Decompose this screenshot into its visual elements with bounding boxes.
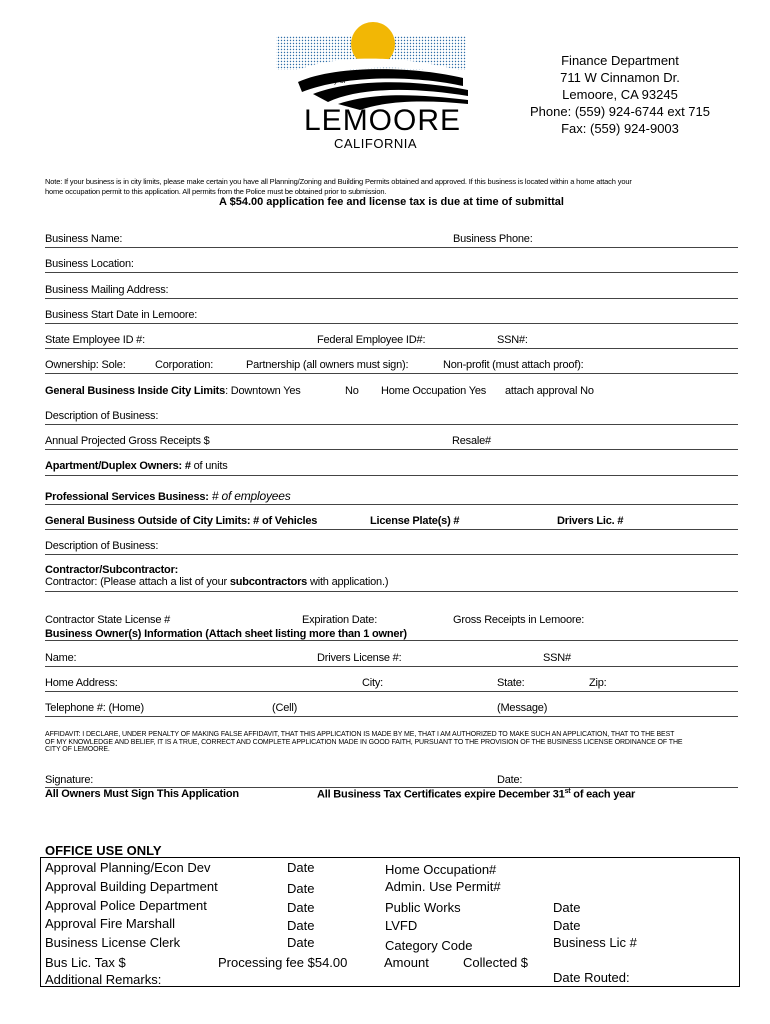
office-row bbox=[45, 898, 207, 913]
drivers-license-label: Drivers License #: bbox=[317, 652, 402, 664]
state-label: State: bbox=[497, 677, 525, 689]
contractor-line[interactable] bbox=[45, 591, 738, 592]
logo-graphic bbox=[268, 12, 478, 112]
general-inside-row bbox=[45, 385, 301, 397]
office-row bbox=[45, 879, 218, 894]
expiry-sup: st bbox=[564, 788, 571, 795]
apartment-label: Apartment/Duplex Owners: # bbox=[45, 460, 191, 472]
logo-state: CALIFORNIA bbox=[334, 136, 418, 151]
address-street: 711 W Cinnamon Dr. bbox=[560, 70, 680, 85]
affidavit-line2: OF MY KNOWLEDGE AND BELIEF, IT IS A TRUE, CORRECT AND COMPLETE APPLICATION MADE IN GOOD FAITH, PURSUANT TO THE PROVISION OF THE BUSINESS LICENSE ORDINANCE OF THE bbox=[45, 738, 683, 746]
description-1-line[interactable] bbox=[45, 424, 738, 425]
office-row-date: Date bbox=[287, 918, 315, 933]
ids-line[interactable] bbox=[45, 348, 738, 349]
office-row-date2: Business Lic # bbox=[553, 935, 637, 950]
contractor-prefix: Contractor: ( bbox=[45, 576, 104, 588]
mailing-address-label: Business Mailing Address: bbox=[45, 284, 169, 296]
additional-remarks-label: Additional Remarks: bbox=[45, 972, 162, 987]
expiry-post: of each year bbox=[570, 788, 636, 801]
city-label: City: bbox=[362, 677, 384, 689]
professional-line[interactable] bbox=[45, 504, 738, 505]
home-address-label: Home Address: bbox=[45, 677, 118, 689]
note-line1: Note: If your business is in city limits, please make certain you have all Planning/Zoning and Building Permits obtained and approved. If this business is located within a home attach your bbox=[45, 177, 632, 186]
contractor-instructions bbox=[45, 576, 388, 588]
office-title: OFFICE USE ONLY bbox=[45, 843, 162, 858]
general-inside-downtown: : Downtown Yes bbox=[225, 385, 301, 397]
office-row-field: Home Occupation# bbox=[385, 862, 497, 877]
address-dept: Finance Department bbox=[561, 53, 679, 68]
office-approval-label: Approval Fire Marshall bbox=[45, 916, 176, 931]
office-row-date2: Date bbox=[553, 900, 581, 915]
office-row-field: Admin. Use Permit# bbox=[385, 879, 501, 894]
amount-label: Amount bbox=[384, 955, 429, 970]
office-row-field: Public Works bbox=[385, 900, 461, 915]
general-inside-label: General Business Inside City Limits bbox=[45, 385, 226, 397]
address-fax: Fax: (559) 924-9003 bbox=[561, 121, 679, 136]
contractor-please: Please attach a list of your bbox=[103, 576, 230, 588]
start-date-label: Business Start Date in Lemoore: bbox=[45, 309, 198, 321]
telephone-label: Telephone #: (Home) bbox=[45, 702, 144, 714]
contractor-license-line[interactable] bbox=[45, 640, 738, 641]
attach-approval-label: attach approval No bbox=[505, 385, 594, 397]
corporation-label: Corporation: bbox=[155, 359, 214, 371]
signature-label: Signature: bbox=[45, 774, 94, 786]
business-phone-label: Business Phone: bbox=[453, 233, 533, 245]
ownership-line[interactable] bbox=[45, 373, 738, 374]
business-name-line[interactable] bbox=[45, 247, 738, 248]
office-approval-label: Approval Building Department bbox=[45, 879, 218, 894]
logo-name: LEMOORE bbox=[304, 104, 462, 137]
business-location-line[interactable] bbox=[45, 272, 738, 273]
fee-notice: A $54.00 application fee and license tax is due at time of submittal bbox=[219, 196, 564, 208]
office-row-date: Date bbox=[287, 881, 315, 896]
apartment-row bbox=[45, 460, 228, 472]
processing-fee-label: Processing fee $54.00 bbox=[218, 955, 348, 970]
all-owners-sign: All Owners Must Sign This Application bbox=[45, 788, 239, 800]
office-approval-label: Approval Planning/Econ Dev bbox=[45, 860, 211, 875]
apartment-units: of units bbox=[190, 460, 228, 472]
contractor-title: Contractor/Subcontractor: bbox=[45, 564, 179, 576]
office-row bbox=[45, 860, 211, 875]
owner-info-heading: Business Owner(s) Information (Attach sheet listing more than 1 owner) bbox=[45, 628, 407, 640]
home-occupation-label: Home Occupation Yes bbox=[381, 385, 487, 397]
affidavit-line1: AFFIDAVIT: I DECLARE, UNDER PENALTY OF MAKING FALSE AFFIDAVIT, THAT THIS APPLICATION IS MADE BY ME, THAT I AM AUTHORIZED TO MAKE SUCH AN APPLICATION, THAT TO THE BEST bbox=[45, 731, 675, 738]
contractor-suffix: with application.) bbox=[307, 576, 389, 588]
ssn2-label: SSN# bbox=[543, 652, 571, 664]
drivers-lic-label: Drivers Lic. # bbox=[557, 515, 624, 527]
business-name-label: Business Name: bbox=[45, 233, 123, 245]
cell-label: (Cell) bbox=[272, 702, 298, 714]
partnership-label: Partnership (all owners must sign): bbox=[246, 359, 409, 371]
office-approval-label: Business License Clerk bbox=[45, 935, 181, 950]
office-approval-label: Approval Police Department bbox=[45, 898, 207, 913]
note-line2: home occupation permit to this application. All permits from the Police must be obtained prior to submission. bbox=[45, 187, 387, 196]
annual-receipts-label: Annual Projected Gross Receipts $ bbox=[45, 435, 210, 447]
license-plates-label: License Plate(s) # bbox=[370, 515, 460, 527]
start-date-line[interactable] bbox=[45, 323, 738, 324]
name-label: Name: bbox=[45, 652, 77, 664]
ownership-sole-label: Ownership: Sole: bbox=[45, 359, 126, 371]
business-location-label: Business Location: bbox=[45, 258, 134, 270]
date-routed-label: Date Routed: bbox=[553, 970, 630, 985]
professional-employees: # of employees bbox=[208, 489, 291, 503]
city-logo bbox=[268, 12, 478, 157]
resale-label: Resale# bbox=[452, 435, 491, 447]
collected-label: Collected $ bbox=[463, 955, 529, 970]
office-row-date: Date bbox=[287, 860, 315, 875]
office-row-date: Date bbox=[287, 935, 315, 950]
office-row-date: Date bbox=[287, 900, 315, 915]
mailing-address-line[interactable] bbox=[45, 298, 738, 299]
description-2-line[interactable] bbox=[45, 554, 738, 555]
general-outside-label: General Business Outside of City Limits: # of Vehicles bbox=[45, 515, 318, 527]
name-line[interactable] bbox=[45, 666, 738, 667]
annual-receipts-line[interactable] bbox=[45, 449, 738, 450]
description-1-label: Description of Business: bbox=[45, 410, 159, 422]
address-block bbox=[520, 52, 720, 137]
affidavit-line3: CITY OF LEMOORE. bbox=[45, 746, 110, 753]
nonprofit-label: Non-profit (must attach proof): bbox=[443, 359, 584, 371]
certificate-expiry bbox=[317, 788, 635, 801]
home-address-line[interactable] bbox=[45, 691, 738, 692]
federal-employee-id-label: Federal Employee ID#: bbox=[317, 334, 426, 346]
office-row bbox=[45, 916, 175, 931]
apartment-line[interactable] bbox=[45, 475, 738, 476]
contractor-license-label: Contractor State License # bbox=[45, 614, 171, 626]
expiry-text: All Business Tax Certificates expire December 31 bbox=[317, 788, 565, 801]
no-label-1: No bbox=[345, 385, 359, 397]
office-row-date2: Date bbox=[553, 918, 581, 933]
telephone-line[interactable] bbox=[45, 716, 738, 717]
general-outside-line[interactable] bbox=[45, 529, 738, 530]
ssn-label: SSN#: bbox=[497, 334, 528, 346]
bus-lic-tax-label: Bus Lic. Tax $ bbox=[45, 955, 126, 970]
address-phone: Phone: (559) 924-6744 ext 715 bbox=[530, 104, 710, 119]
description-2-label: Description of Business: bbox=[45, 540, 159, 552]
professional-label: Professional Services Business: bbox=[45, 491, 209, 503]
zip-label: Zip: bbox=[589, 677, 607, 689]
signature-date-label: Date: bbox=[497, 774, 523, 786]
office-row bbox=[45, 935, 180, 950]
expiration-label: Expiration Date: bbox=[302, 614, 378, 626]
office-row-field: Category Code bbox=[385, 938, 473, 953]
gross-receipts-label: Gross Receipts in Lemoore: bbox=[453, 614, 585, 626]
contractor-subcontractors: subcontractors bbox=[229, 576, 308, 588]
state-employee-id-label: State Employee ID #: bbox=[45, 334, 145, 346]
affidavit bbox=[45, 731, 683, 754]
office-row-field: LVFD bbox=[385, 918, 418, 933]
address-city: Lemoore, CA 93245 bbox=[562, 87, 678, 102]
professional-row bbox=[45, 489, 291, 503]
logo-city-of: City of bbox=[326, 78, 346, 85]
message-label: (Message) bbox=[497, 702, 548, 714]
